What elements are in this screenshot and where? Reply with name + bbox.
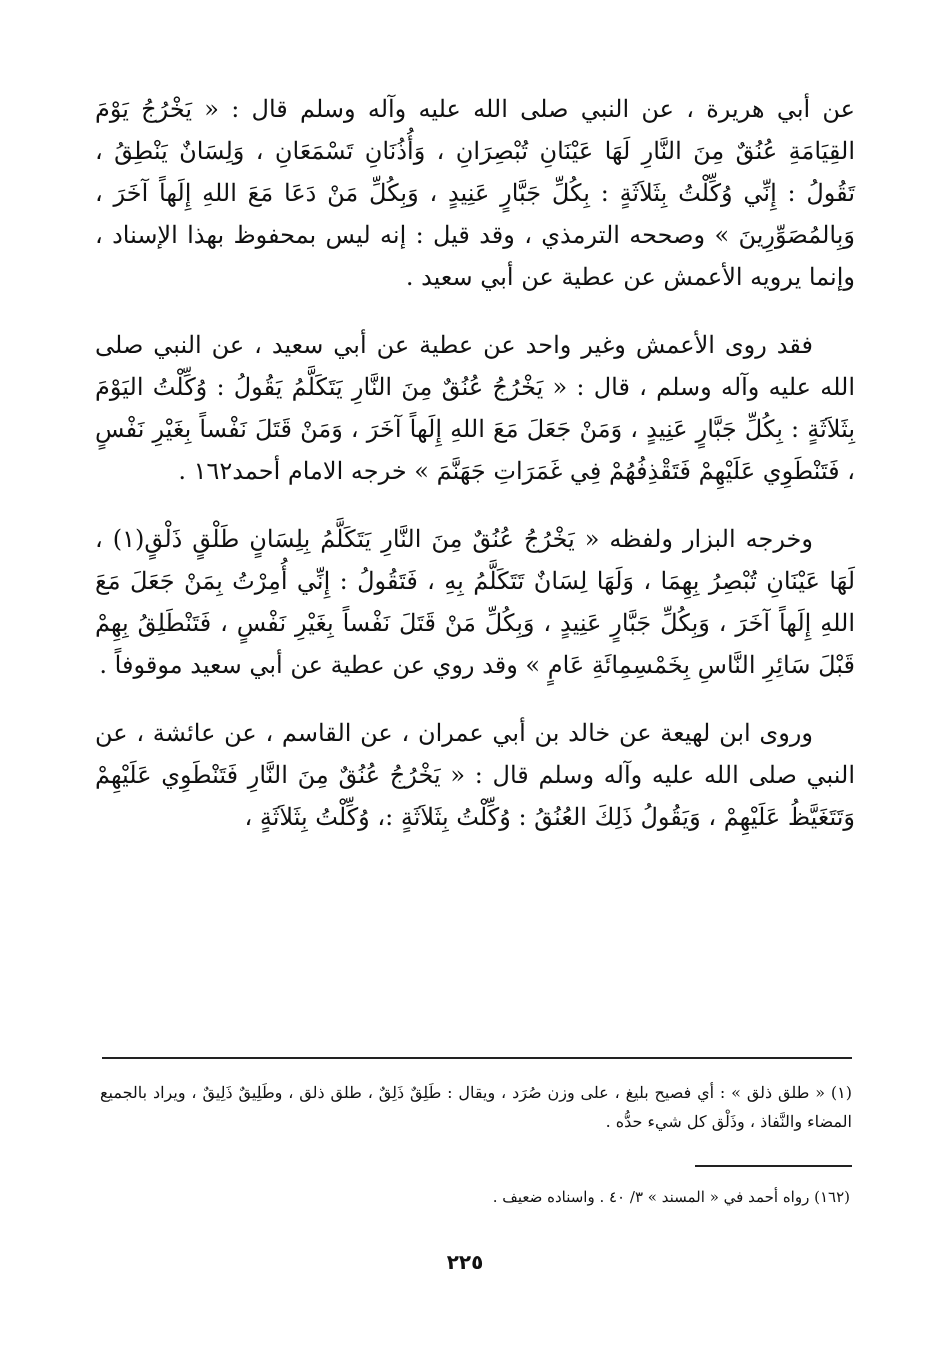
page-number: ٢٢٥ xyxy=(446,1250,484,1274)
footnote-separator xyxy=(102,1057,852,1059)
endnote-separator xyxy=(695,1165,852,1167)
paragraph-al-amash: فقد روى الأعمش وغير واحد عن عطية عن أبي سعيد ، عن النبي صلى الله عليه وآله وسلم ، قال : « يَخْرُجُ عُنُقٌ مِنَ النَّارِ يَتَكَلَّمُ يَقُولُ : وُكِّلْتُ اليَوْمَ بِثَلاَثَةٍ : بِكُلِّ جَبَّارٍ عَنِيدٍ ، وَمَنْ جَعَلَ مَعَ اللهِ إِلَهاً آخَرَ ، وَمَنْ قَتَلَ نَفْساً بِغَيْرِ نَفْسٍ ، فَتَنْطَوِي عَلَيْهِمْ فَتَقْذِفُهُمْ فِي غَمَرَاتِ جَهَنَّمَ » خرجه الامام أحمد١٦٢ . xyxy=(95,331,855,485)
footnote-1 xyxy=(100,1078,852,1136)
main-text-body xyxy=(95,88,855,864)
endnote-162-text: (١٦٢) رواه أحمد في « المسند » ٣/ ٤٠ . واسناده ضعيف . xyxy=(492,1188,850,1206)
paragraph-al-bazzar: وخرجه البزار ولفظه « يَخْرُجُ عُنُقٌ مِنَ النَّارِ يَتَكَلَّمُ بِلِسَانٍ طَلْقٍ ذَلْقٍ(١) ، لَهَا عَيْنَانِ تُبْصِرُ بِهِمَا ، وَلَهَا لِسَانٌ تَتَكَلَّمُ بِهِ ، فَتَقُولُ : إِنِّي أُمِرْتُ بِمَنْ جَعَلَ مَعَ اللهِ إِلَهاً آخَرَ ، وَبِكُلِّ جَبَّارٍ عَنِيدٍ ، وَبِكُلِّ مَنْ قَتَلَ نَفْساً بِغَيْرِ نَفْسٍ ، فَتَنْطَلِقُ بِهِمْ قَبْلَ سَائِرِ النَّاسِ بِخَمْسِمِائَةِ عَامٍ » وقد روي عن عطية عن أبي سعيد موقوفاً . xyxy=(95,525,855,679)
endnote-162 xyxy=(100,1184,850,1210)
paragraph-ibn-lahiah: وروى ابن لهيعة عن خالد بن أبي عمران ، عن القاسم ، عن عائشة ، عن النبي صلى الله عليه وآله وسلم قال : « يَخْرُجُ عُنُقٌ مِنَ النَّارِ فَتَنْطَوِي عَلَيْهِمْ وَتَتَغَيَّظُ عَلَيْهِمْ ، وَيَقُولُ ذَلِكَ العُنُقُ : وُكِّلْتُ بِثَلاَثَةٍ :، وُكِّلْتُ بِثَلاَثَةٍ ، xyxy=(95,719,855,831)
paragraph-abu-hurairah: عن أبي هريرة ، عن النبي صلى الله عليه وآله وسلم قال : « يَخْرُجُ يَوْمَ القِيَامَةِ عُنُقٌ مِنَ النَّارِ لَهَا عَيْنَانِ تُبْصِرَانِ ، وَأُذُنَانِ تَسْمَعَانِ ، وَلِسَانٌ يَنْطِقُ ، تَقُولُ : إِنِّي وُكِّلْتُ بِثَلاَثَةٍ : بِكُلِّ جَبَّارٍ عَنِيدٍ ، وَبِكُلِّ مَنْ دَعَا مَعَ اللهِ إِلَهاً آخَرَ ، وَبِالمُصَوِّرِينَ » وصححه الترمذي ، وقد قيل : إنه ليس بمحفوظ بهذا الإسناد ، وإنما يرويه الأعمش عن عطية عن أبي سعيد . xyxy=(95,95,855,291)
footnote-1-text: (١) « طلق ذلق » : أي فصيح بليغ ، على وزن صُرَد ، ويقال : طَلِقٌ ذَلِقٌ ، طلق ذلق ، وطَلِيقٌ ذَلِيقٌ ، ويراد بالجميع المضاء والنَّفاذ ، وذَلْق كل شيء حدُّه . xyxy=(100,1083,852,1131)
